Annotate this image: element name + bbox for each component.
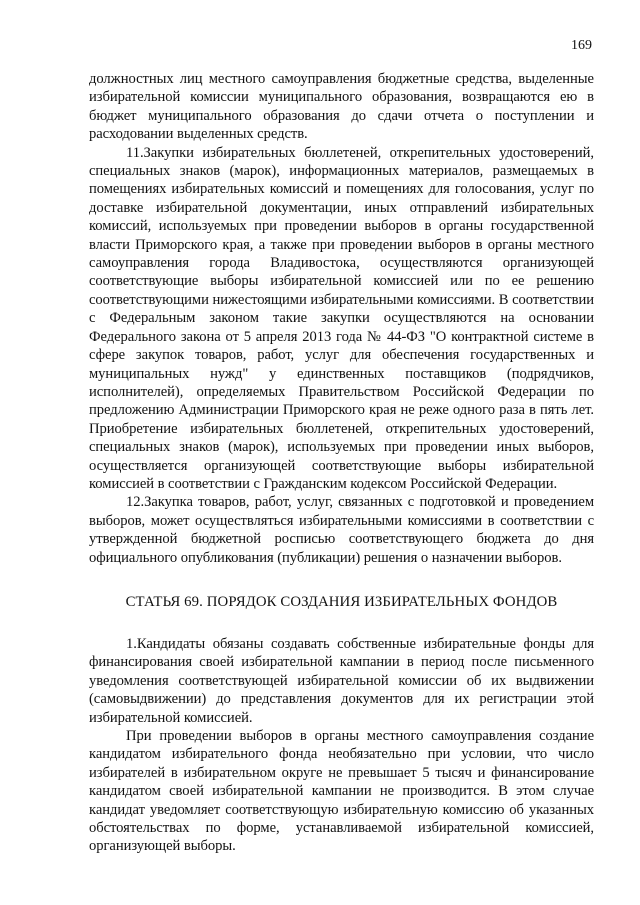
article-69-paragraph-2: При проведении выборов в органы местного самоуправления создание кандидатом избирательного фонда необязательно при условии, что число избирателей в избирательном округе не превышает 5 тысяч и финансирование кандидатом своей избирательной кампании не производится. В этом случае кандидат уведомляет соответствующую избирательную комиссию об указанных обстоятельствах по форме, устанавливаемой избирательной комиссией, организующей выборы. <box>89 728 594 855</box>
page-number: 169 <box>571 38 592 53</box>
item-11-paragraph: 11.Закупки избирательных бюллетеней, открепительных удостоверений, специальных знаков (марок), информационных материалов, размещаемых в помещениях избирательных комиссий и помещениях для голосования, услуг по доставке избирательной документации, иных отправлений избирательных комиссий, используемых при проведении выборов в органы государственной власти Приморского края, а также при проведении выборов в органы местного самоуправления города Владивостока, осуществляются организующей соответствующие выборы избирательной комиссией или по ее решению соответствующими нижестоящими избирательными комиссиями. В соответствии с Федеральным законом такие закупки осуществляются на основании Федерального закона от 5 апреля 2013 года № 44-ФЗ "О контрактной системе в сфере закупок товаров, работ, услуг для обеспечения государственных и муниципальных нужд" у единственных поставщиков (подрядчиков, исполнителей), определяемых Правительством Российской Федерации по предложению Администрации Приморского края не реже одного раза в пять лет. Приобретение избирательных бюллетеней, открепительных удостоверений, специальных знаков (марок), используемых при проведении иных выборов, осуществляется организующей соответствующие выборы избирательной комиссией в соответствии с Гражданским кодексом Российской Федерации. <box>89 144 594 492</box>
article-69-heading: СТАТЬЯ 69. ПОРЯДОК СОЗДАНИЯ ИЗБИРАТЕЛЬНЫХ ФОНДОВ <box>125 593 558 610</box>
item-12-paragraph: 12.Закупка товаров, работ, услуг, связанных с подготовкой и проведением выборов, может осуществляться избирательными комиссиями в соответствии с утвержденной бюджетной росписью соответствующего бюджета до дня официального опубликования (публикации) решения о назначении выборов. <box>89 494 594 566</box>
page-content <box>89 70 594 856</box>
continuation-paragraph: должностных лиц местного самоуправления бюджетные средства, выделенные избирательной комиссии муниципального образования, возвращаются ею в бюджет муниципального образования до сдачи отчета о поступлении и расходовании выделенных средств. <box>89 71 594 143</box>
article-69-item-1-paragraph: 1.Кандидаты обязаны создавать собственные избирательные фонды для финансирования своей избирательной кампании в период после письменного уведомления соответствующей избирательной комиссии об их выдвижении (самовыдвижении) до представления документов для их регистрации этой избирательной комиссией. <box>89 635 594 726</box>
